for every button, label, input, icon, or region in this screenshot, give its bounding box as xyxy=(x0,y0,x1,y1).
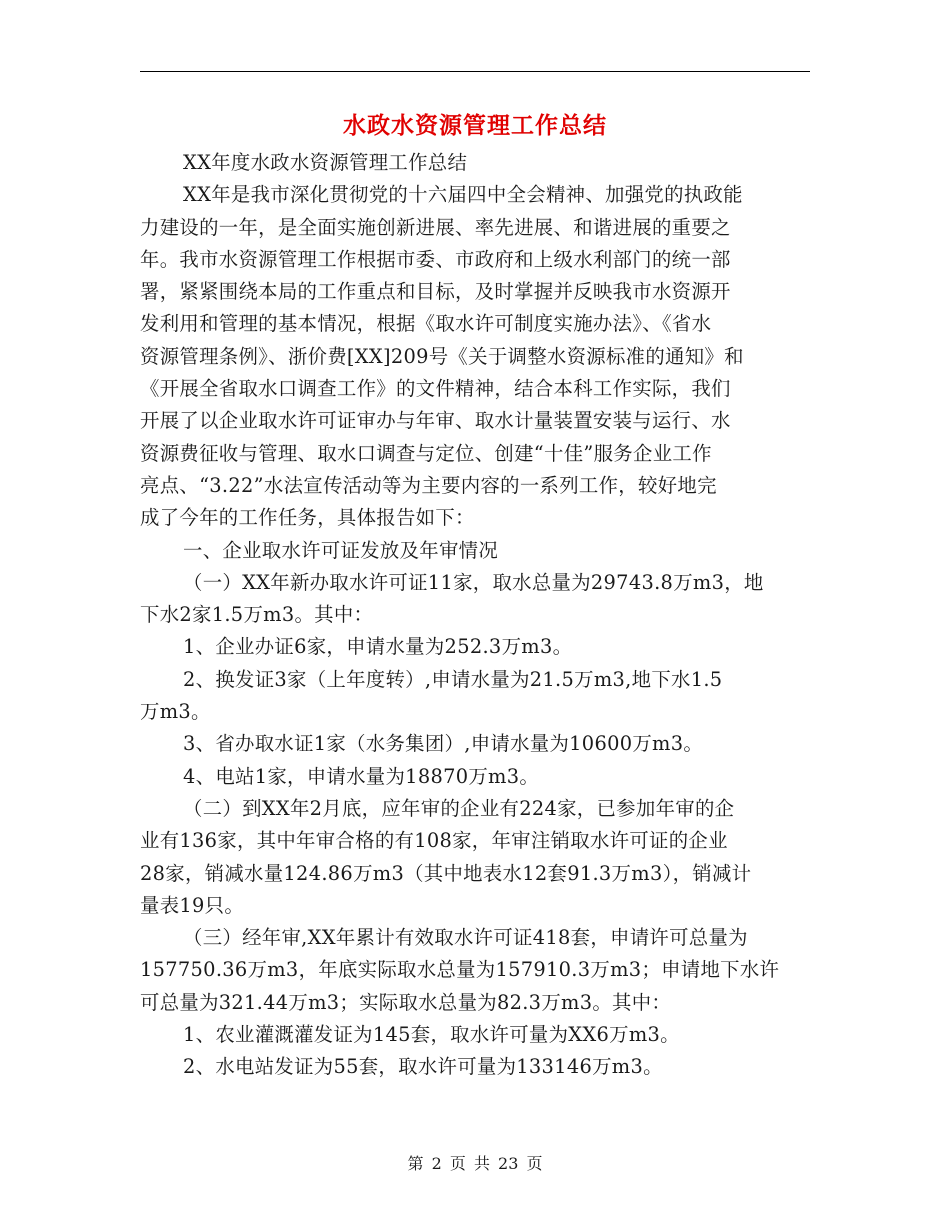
header-rule xyxy=(140,71,810,72)
text-line: 量表19只。 xyxy=(140,893,245,917)
text-line: 下水2家1.5万m3。其中： xyxy=(140,603,374,627)
text-line: 署，紧紧围绕本局的工作重点和目标，及时掌握并反映我市水资源开 xyxy=(140,280,731,304)
text-line: 4、电站1家，申请水量为18870万m3。 xyxy=(183,764,540,788)
text-line: 《开展全省取水口调查工作》的文件精神，结合本科工作实际，我们 xyxy=(140,377,731,401)
document-title: 水政水资源管理工作总结 xyxy=(343,113,607,139)
text-line: 成了今年的工作任务，具体报告如下： xyxy=(140,506,475,530)
text-line: 157750.36万m3，年底实际取水总量为157910.3万m3；申请地下水许 xyxy=(140,958,780,982)
text-line: 年。我市水资源管理工作根据市委、市政府和上级水利部门的统一部 xyxy=(140,247,731,271)
text-line: 发利用和管理的基本情况，根据《取水许可制度实施办法》、《省水 xyxy=(140,312,712,336)
text-line: 1、农业灌溉灌发证为145套，取水许可量为XX6万m3。 xyxy=(183,1023,680,1047)
text-line: 资源管理条例》、浙价费[XX]209号《关于调整水资源标准的通知》和 xyxy=(140,344,744,368)
text-line: （二）到XX年2月底，应年审的企业有224家，已参加年审的企 xyxy=(183,796,735,820)
text-line: 万m3。 xyxy=(140,700,211,724)
text-line: 一、企业取水许可证发放及年审情况 xyxy=(183,538,499,562)
text-line: 28家，销减水量124.86万m3（其中地表水12套91.3万m3），销减计 xyxy=(140,861,752,885)
text-line: 力建设的一年，是全面实施创新进展、率先进展、和谐进展的重要之 xyxy=(140,215,731,239)
text-line: （一）XX年新办取水许可证11家，取水总量为29743.8万m3，地 xyxy=(183,570,764,594)
text-line: 可总量为321.44万m3；实际取水总量为82.3万m3。其中： xyxy=(140,990,672,1014)
page-footer: 第 2 页 共 23 页 xyxy=(407,1154,543,1173)
text-line: XX年是我市深化贯彻党的十六届四中全会精神、加强党的执政能 xyxy=(183,183,743,207)
text-line: XX年度水政水资源管理工作总结 xyxy=(183,151,468,174)
text-line: 2、换发证3家（上年度转）,申请水量为21.5万m3,地下水1.5 xyxy=(183,667,723,691)
text-line: 3、省办取水证1家（水务集团）,申请水量为10600万m3。 xyxy=(183,732,704,756)
text-line: 开展了以企业取水许可证审办与年审、取水计量装置安装与运行、水 xyxy=(140,409,731,433)
text-line: （三）经年审,XX年累计有效取水许可证418套，申请许可总量为 xyxy=(183,926,748,950)
text-line: 2、水电站发证为55套，取水许可量为133146万m3。 xyxy=(183,1055,663,1079)
text-line: 资源费征收与管理、取水口调查与定位、创建“十佳”服务企业工作 xyxy=(140,441,712,465)
text-line: 亮点、“3.22”水法宣传活动等为主要内容的一系列工作，较好地完 xyxy=(140,473,717,497)
text-line: 1、企业办证6家，申请水量为252.3万m3。 xyxy=(183,635,573,659)
text-line: 业有136家，其中年审合格的有108家，年审注销取水许可证的企业 xyxy=(140,829,728,853)
document-body xyxy=(140,147,810,1084)
